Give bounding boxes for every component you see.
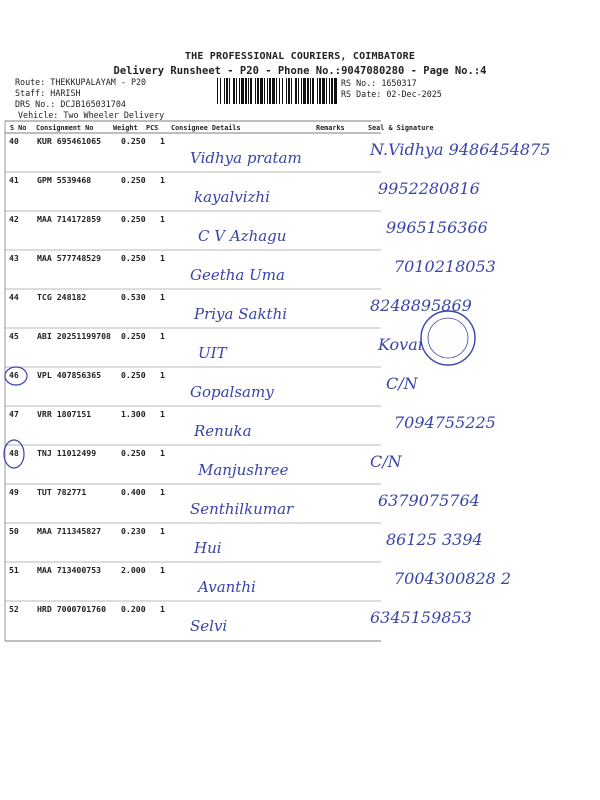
runsheet-subtitle: Delivery Runsheet - P20 - Phone No.:9047080280 - Page No.:4 [113,65,487,77]
row-weight: 0.250 [121,370,146,380]
handwritten-name: Vidhya pratam [190,149,302,167]
row-pcs: 1 [160,565,165,575]
drs-line: DRS No.: DCJB165031704 [15,99,126,109]
row-sno: 49 [9,487,19,497]
row-weight: 0.250 [121,214,146,224]
row-consignment: TUT 782771 [37,487,87,497]
row-consignment: VPL 407856365 [37,370,102,380]
row-sno: 42 [9,214,19,224]
handwritten-name: C V Azhagu [198,227,287,245]
rs-date: RS Date: 02-Dec-2025 [341,89,442,99]
handwritten-signature: Kovai [378,335,423,354]
handwritten-signature: 8248895869 [370,296,472,315]
handwritten-signature: C/N [386,374,418,393]
row-sno: 43 [9,253,19,263]
row-pcs: 1 [160,409,165,419]
row-weight: 1.300 [121,409,146,419]
row-sno: 48 [9,448,19,458]
company-title: THE PROFESSIONAL COURIERS, COIMBATORE [184,51,416,62]
handwritten-name: Manjushree [198,461,289,479]
row-consignment: HRD 7000701760 [37,604,107,614]
row-pcs: 1 [160,604,165,614]
col-sno: S No [10,124,27,132]
handwritten-name: kayalvizhi [194,188,270,206]
circle-mark-48 [4,440,24,468]
handwritten-name: Avanthi [198,578,256,596]
row-weight: 0.530 [121,292,146,302]
col-pcs: PCS [146,124,159,132]
row-sno: 40 [9,136,19,146]
route-line: Route: THEKKUPALAYAM - P20 [15,77,147,87]
row-pcs: 1 [160,136,165,146]
handwritten-signature: N.Vidhya 9486454875 [370,140,551,159]
handwritten-signature: C/N [370,452,402,471]
handwritten-name: Renuka [194,422,252,440]
row-pcs: 1 [160,331,165,341]
handwritten-signature: 7004300828 2 [394,569,512,588]
handwritten-signature: 7010218053 [394,257,496,276]
row-weight: 0.400 [121,487,146,497]
row-pcs: 1 [160,175,165,185]
row-pcs: 1 [160,448,165,458]
row-weight: 0.200 [121,604,146,614]
row-weight: 0.250 [121,175,146,185]
handwritten-name: Geetha Uma [190,266,285,284]
handwritten-name: UIT [198,344,227,362]
handwritten-signature: 7094755225 [394,413,496,432]
row-weight: 0.250 [121,136,146,146]
col-consignee: Consignee Details [171,124,241,132]
handwritten-signature: 6345159853 [370,608,472,627]
row-sno: 44 [9,292,19,302]
row-pcs: 1 [160,292,165,302]
row-sno: 45 [9,331,19,341]
handwritten-signature: 86125 3394 [386,530,483,549]
row-consignment: TNJ 11012499 [37,448,97,458]
row-sno: 47 [9,409,19,419]
handwritten-name: Hui [194,539,222,557]
row-pcs: 1 [160,214,165,224]
handwritten-signature: 9952280816 [378,179,480,198]
row-sno: 50 [9,526,19,536]
col-remarks: Remarks [316,124,345,132]
handwritten-name: Senthilkumar [190,500,294,518]
stamp-icon [421,311,475,365]
row-weight: 0.250 [121,448,146,458]
vehicle-line: Vehicle: Two Wheeler Delivery [18,110,165,120]
col-weight: Weight [113,124,138,132]
row-sno: 51 [9,565,19,575]
row-weight: 0.250 [121,331,146,341]
col-consignment: Consignment No [36,124,94,132]
row-sno: 46 [9,370,19,380]
row-pcs: 1 [160,526,165,536]
row-weight: 0.250 [121,253,146,263]
handwritten-name: Selvi [190,617,228,635]
circle-mark-46 [5,367,27,385]
row-consignment: GPM 5539468 [37,175,92,185]
handwritten-name: Priya Sakthi [194,305,288,323]
handwritten-signature: 9965156366 [386,218,488,237]
row-sno: 41 [9,175,19,185]
row-consignment: TCG 248182 [37,292,87,302]
row-consignment: MAA 577748529 [37,253,102,263]
row-sno: 52 [9,604,19,614]
row-pcs: 1 [160,370,165,380]
handwritten-signature: 6379075764 [378,491,480,510]
row-pcs: 1 [160,253,165,263]
row-pcs: 1 [160,487,165,497]
handwritten-name: Gopalsamy [190,383,274,401]
row-consignment: MAA 713400753 [37,565,102,575]
row-consignment: MAA 714172859 [37,214,102,224]
staff-line: Staff: HARISH [15,88,81,98]
row-consignment: KUR 695461065 [37,136,102,146]
row-weight: 2.000 [121,565,146,575]
row-consignment: MAA 711345827 [37,526,102,536]
row-consignment: ABI 20251199708 [37,331,111,341]
row-consignment: VRR 1807151 [37,409,92,419]
col-seal: Seal & Signature [368,124,434,132]
rs-number: RS No.: 1650317 [341,78,417,88]
row-weight: 0.230 [121,526,146,536]
